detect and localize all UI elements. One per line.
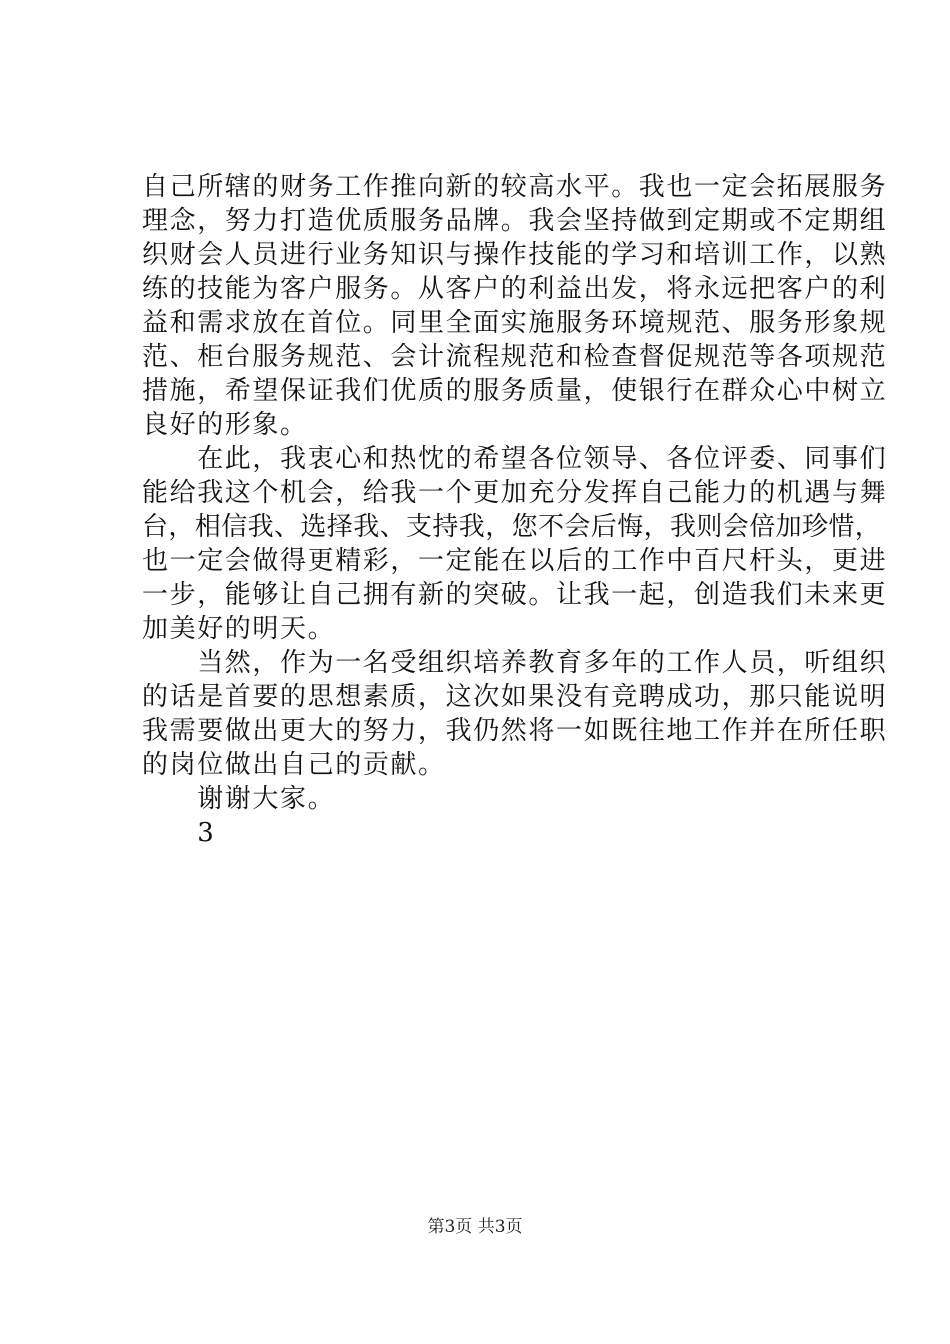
text-line: 的话是首要的思想素质，这次如果没有竞聘成功，那只能说明 [142,682,888,712]
text-line: 织财会人员进行业务知识与操作技能的学习和培训工作，以熟 [142,240,888,270]
text-line: 益和需求放在首位。同里全面实施服务环境规范、服务形象规 [142,308,888,338]
text-line: 我需要做出更大的努力，我仍然将一如既往地工作并在所任职 [142,716,888,746]
document-body [142,170,888,850]
text-line: 在此，我衷心和热忱的希望各位领导、各位评委、同事们 [142,444,888,474]
text-line: 的岗位做出自己的贡献。 [142,750,446,780]
text-line: 3 [142,818,216,848]
text-line: 也一定会做得更精彩，一定能在以后的工作中百尺杆头，更进 [142,546,888,576]
text-line: 台，相信我、选择我、支持我，您不会后悔，我则会倍加珍惜， [142,512,882,542]
text-line: 当然，作为一名受组织培养教育多年的工作人员，听组织 [142,648,888,678]
text-line: 措施，希望保证我们优质的服务质量，使银行在群众心中树立 [142,376,888,406]
text-line: 加美好的明天。 [142,614,336,644]
text-line: 练的技能为客户服务。从客户的利益出发，将永远把客户的利 [142,274,888,304]
text-line: 理念，努力打造优质服务品牌。我会坚持做到定期或不定期组 [142,206,888,236]
text-line: 范、柜台服务规范、会计流程规范和检查督促规范等各项规范 [142,342,888,372]
text-line: 良好的形象。 [142,410,308,440]
text-line: 能给我这个机会，给我一个更加充分发挥自己能力的机遇与舞 [142,478,888,508]
text-line: 谢谢大家。 [142,784,336,814]
page-footer: 第3页 共3页 [427,1217,523,1237]
text-line: 自己所辖的财务工作推向新的较高水平。我也一定会拓展服务 [142,172,888,202]
text-line: 一步，能够让自己拥有新的突破。让我一起，创造我们未来更 [142,580,888,610]
